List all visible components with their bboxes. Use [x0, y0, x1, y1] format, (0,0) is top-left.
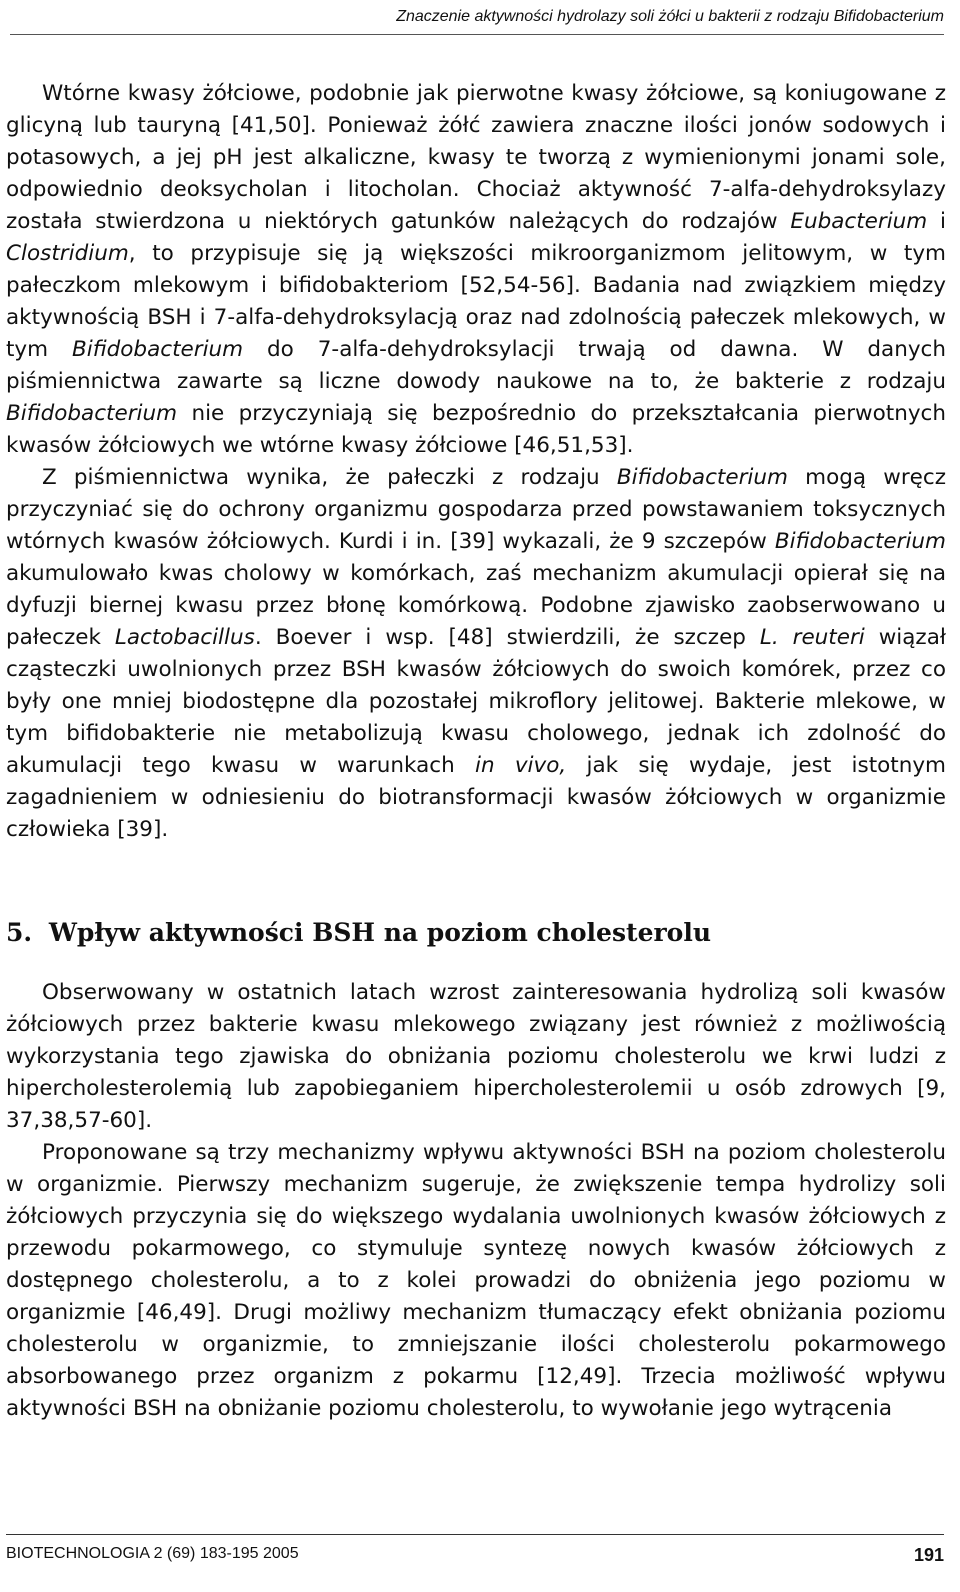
text-run: Proponowane są trzy mechanizmy wpływu aktywności BSH na poziom cholesterolu w organizmie. Pierwszy mechanizm sugeruje, że zwiększenie tempa hydrolizy soli żółciowych przyczynia się do większego wydalania uwolnionych kwasów żółciowych z przewodu pokarmowego, co stymuluje syntezę nowych kwasów żółciowych z dostępnego cholesterolu, a to z kolei prowadzi do obniżenia jego poziomu w organizmie [46,49]. Drugi możliwy mechanizm tłumaczący efekt obniżania poziomu cholesterolu w organizmie, to zmniejszanie ilości cholesterolu pokarmowego absorbowanego przez organizm z pokarmu [12,49]. Trzecia możliwość wpływu aktywności BSH na obniżanie poziomu cholesterolu, to wywołanie jego wytrącenia — [6, 1140, 946, 1421]
italic-term: Eubacterium — [790, 209, 928, 234]
text-run: Z piśmiennictwa wynika, że pałeczki z rodzaju — [42, 465, 617, 490]
section-number: 5. — [6, 918, 33, 947]
italic-term: Bifidobacterium — [616, 465, 788, 490]
running-header-title: Znaczenie aktywności hydrolazy soli żółci u bakterii z rodzaju — [396, 8, 830, 25]
text-run: akumulowało kwas cholowy w komórkach, zaś mechanizm akumulacji opierał się na dyfuzji biernej kwasu przez błonę komórkową. Podobne zjawisko zaobserwowano u pałeczek — [6, 561, 946, 650]
italic-term: in vivo, — [474, 753, 567, 778]
body-paragraph — [6, 78, 946, 462]
section-title: Wpływ aktywności BSH na poziom cholesterolu — [48, 918, 712, 947]
text-run: i — [927, 209, 946, 234]
text-run: jak się wydaje, jest istotnym zagadnieniem w odniesieniu do biotransformacji kwasów żółciowych w organizmie człowieka [39]. — [6, 753, 946, 842]
text-run: Obserwowany w ostatnich latach wzrost zainteresowania hydrolizą soli kwasów żółciowych przez bakterie kwasu mlekowego związany jest również z możliwością wykorzystania tego zjawiska do obniżania poziomu cholesterolu we krwi ludzi z hipercholesterolemią lub zapobieganiem hipercholesterolemii u osób zdrowych [9, 37,38,57-60]. — [6, 980, 946, 1133]
italic-term: Lactobacillus — [114, 625, 255, 650]
paragraph-group-2 — [6, 977, 946, 1425]
italic-term: Clostridium — [6, 241, 129, 266]
section-heading — [6, 918, 946, 947]
body-paragraph — [6, 1137, 946, 1425]
page-number: 191 — [913, 1545, 944, 1565]
text-run: do 7-alfa-dehydroksylacji trwają od dawna. W danych piśmiennictwa zawarte są liczne dowody naukowe na to, że bakterie z rodzaju — [6, 337, 946, 394]
page-footer — [6, 1534, 944, 1566]
article-body — [6, 78, 946, 1425]
text-run: , to przypisuje się ją większości mikroorganizmom jelitowym, w tym pałeczkom mlekowym i bifidobakteriom [52,54-56]. Badania nad związkiem między aktywnością BSH i 7-alfa-dehydroksylacją oraz nad zdolnością pałeczek mlekowych, w tym — [6, 241, 946, 362]
journal-citation: BIOTECHNOLOGIA 2 (69) 183-195 2005 — [6, 1545, 299, 1562]
italic-term: Bifidobacterium — [774, 529, 946, 554]
text-run: . Boever i wsp. [48] stwierdzili, że szczep — [254, 625, 760, 650]
italic-term: Bifidobacterium — [72, 337, 244, 362]
paragraph-group-1 — [6, 78, 946, 846]
running-header — [10, 8, 944, 35]
text-run: Wtórne kwasy żółciowe, podobnie jak pierwotne kwasy żółciowe, są koniugowane z glicyną lub tauryną [41,50]. Ponieważ żółć zawiera znaczne ilości jonów sodowych i potasowych, a jej pH jest alkaliczne, kwasy te tworzą z wymienionymi jonami sole, odpowiednio deoksycholan i litocholan. Chociaż aktywność 7-alfa-dehydroksylazy została stwierdzona u niektórych gatunków należących do rodzajów — [6, 81, 946, 234]
body-paragraph — [6, 462, 946, 846]
italic-term: Bifidobacterium — [6, 401, 178, 426]
text-run: wiązał cząsteczki uwolnionych przez BSH kwasów żółciowych do swoich komórek, przez co były one mniej biodostępne dla pozostałej mikroflory jelitowej. Bakterie mlekowe, w tym bifidobakterie nie metabolizują kwasu cholowego, jednak ich zdolność do akumulacji tego kwasu w warunkach — [6, 625, 947, 778]
body-paragraph — [6, 977, 946, 1137]
running-header-genus: Bifidobacterium — [833, 8, 944, 25]
text-run: nie przyczyniają się bezpośrednio do przekształcania pierwotnych kwasów żółciowych we wtórne kwasy żółciowe [46,51,53]. — [6, 401, 946, 458]
text-run: mogą wręcz przyczyniać się do ochrony organizmu gospodarza przed powstawaniem toksycznych wtórnych kwasów żółciowych. Kurdi i in. [39] wykazali, że 9 szczepów — [6, 465, 946, 554]
italic-term: L. reuteri — [759, 625, 865, 650]
